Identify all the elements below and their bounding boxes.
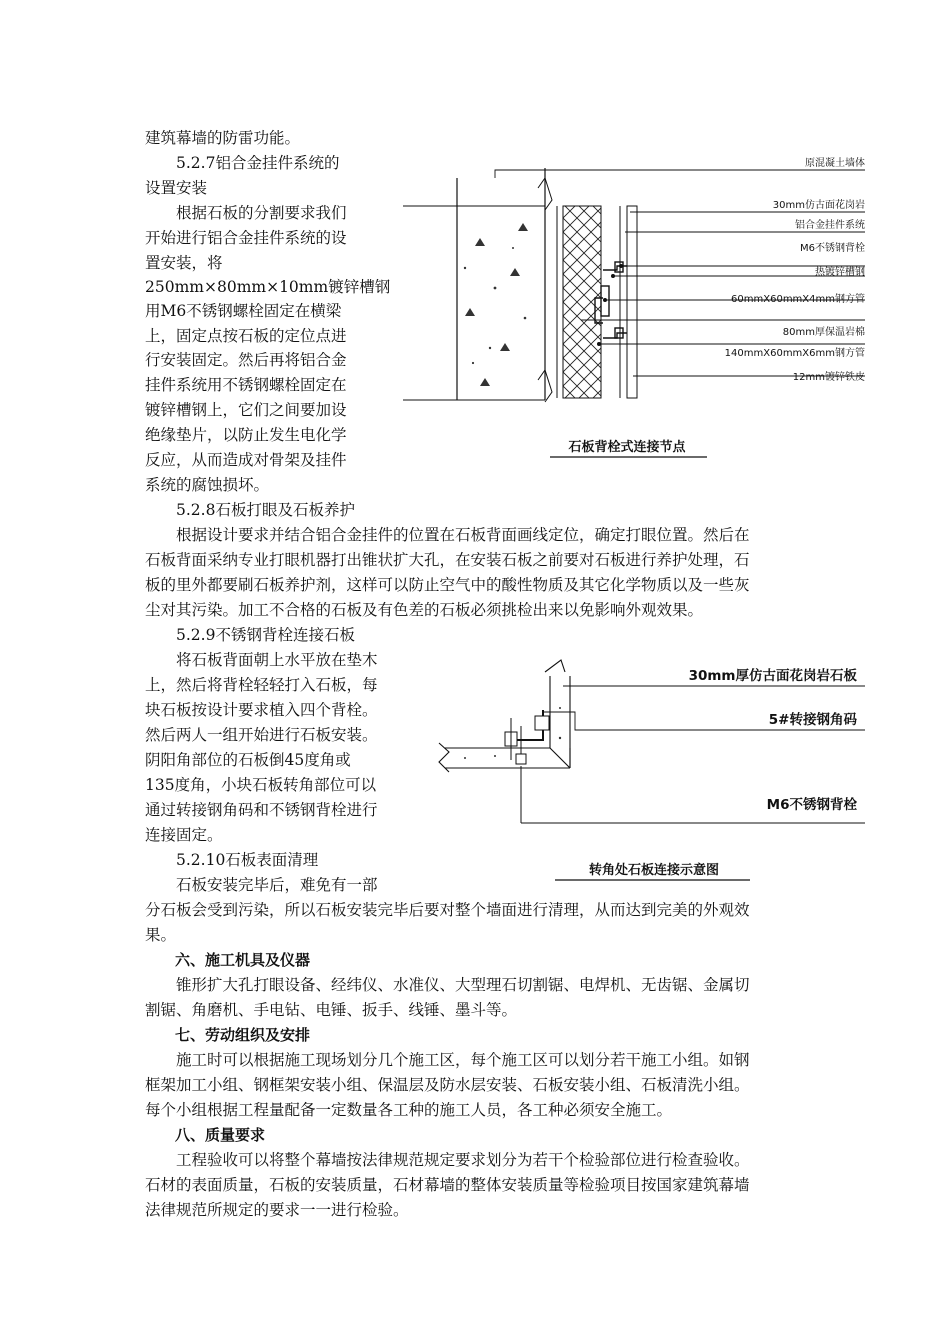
text-line: 镀锌槽钢上，它们之间要加设 bbox=[145, 401, 347, 419]
text-line: 通过转接钢角码和不锈钢背栓进行 bbox=[145, 801, 378, 819]
subsection-heading-527: 5.2.7铝合金挂件系统的 bbox=[145, 154, 340, 172]
text-line: 工程验收可以将整个幕墙按法律规范规定要求划分为若干个检验部位进行检查验收。 bbox=[145, 1151, 750, 1169]
label-rock-wool: 80mm厚保温岩棉 bbox=[782, 327, 865, 338]
figure1-caption: 石板背栓式连接节点 bbox=[568, 440, 686, 455]
label-granite-30mm: 30mm仿古面花岗岩 bbox=[772, 200, 865, 211]
text-line: 果。 bbox=[145, 926, 177, 944]
text-line: 锥形扩大孔打眼设备、经纬仪、水准仪、大型理石切割锯、电焊机、无齿锯、金属切 bbox=[145, 976, 750, 994]
text-line: 施工时可以根据施工现场划分几个施工区，每个施工区可以划分若干施工小组。如钢 bbox=[145, 1051, 750, 1069]
label-concrete-wall: 原混凝土墙体 bbox=[805, 158, 865, 169]
label-steel-tube-140: 140mmX60mmX6mm钢方管 bbox=[724, 348, 865, 359]
label-channel-steel: 热镀锌槽钢 bbox=[815, 267, 865, 278]
text-line: 割锯、角磨机、手电钻、电锤、扳手、线锤、墨斗等。 bbox=[145, 1001, 518, 1019]
text-line: 根据设计要求并结合铝合金挂件的位置在石板背面画线定位，确定打眼位置。然后在 bbox=[145, 526, 750, 544]
section-heading-6: 六、施工机具及仪器 bbox=[145, 951, 311, 969]
text-line: 然后两人一组开始进行石板安装。 bbox=[145, 726, 378, 744]
text-line: 行安装固定。然后再将铝合金 bbox=[145, 351, 347, 369]
label-galvanized-sheet: 12mm镀锌铁皮 bbox=[792, 372, 865, 383]
text-line: 上，固定点按石板的定位点进 bbox=[145, 327, 347, 345]
text-line: 连接固定。 bbox=[145, 826, 223, 844]
text-line: 将石板背面朝上水平放在垫木 bbox=[145, 651, 378, 669]
text-line: 250mm×80mm×10mm镀锌槽钢 bbox=[145, 278, 391, 296]
text-line: 用M6不锈钢螺栓固定在横梁 bbox=[145, 302, 342, 320]
text-line: 135度角，小块石板转角部位可以 bbox=[145, 776, 377, 794]
text-line: 根据石板的分割要求我们 bbox=[145, 204, 347, 222]
text-line: 建筑幕墙的防雷功能。 bbox=[145, 129, 301, 147]
figure-corner-connection-drawing bbox=[425, 648, 875, 888]
text-line: 石板安装完毕后，难免有一部 bbox=[145, 876, 378, 894]
label-m6-bolt-2: M6不锈钢背栓 bbox=[766, 797, 857, 813]
corner-stone-panels bbox=[439, 660, 570, 772]
label-angle-bracket: 5#转接钢角码 bbox=[768, 712, 857, 728]
label-aluminum-hanger: 铝合金挂件系统 bbox=[795, 220, 865, 231]
text-line: 置安装，将 bbox=[145, 254, 223, 272]
text-line: 每个小组根据工程量配备一定数量各工种的施工人员，各工种必须安全施工。 bbox=[145, 1101, 673, 1119]
subsection-heading-529: 5.2.9不锈钢背栓连接石板 bbox=[145, 626, 355, 644]
text-line: 法律规范所规定的要求一一进行检验。 bbox=[145, 1201, 409, 1219]
text-line: 板的里外都要刷石板养护剂，这样可以防止空气中的酸性物质及其它化学物质以及一些灰 bbox=[145, 576, 750, 594]
figure-anchor-node-drawing bbox=[395, 148, 875, 463]
text-line: 石材的表面质量，石板的安装质量，石材幕墙的整体安装质量等检验项目按国家建筑幕墙 bbox=[145, 1176, 750, 1194]
text-line: 反应，从而造成对骨架及挂件 bbox=[145, 451, 347, 469]
text-line: 系统的腐蚀损坏。 bbox=[145, 476, 270, 494]
subsection-heading-5210: 5.2.10石板表面清理 bbox=[145, 851, 319, 869]
figure2-caption: 转角处石板连接示意图 bbox=[588, 863, 720, 878]
text-line: 石板背面采纳专业打眼机器打出锥状扩大孔，在安装石板之前要对石板进行养护处理，石 bbox=[145, 551, 750, 569]
text-line: 框架加工小组、钢框架安装小组、保温层及防水层安装、石板安装小组、石板清洗小组。 bbox=[145, 1076, 750, 1094]
concrete-wall bbox=[403, 168, 552, 402]
section-heading-8: 八、质量要求 bbox=[145, 1126, 266, 1144]
label-m6-bolt: M6不锈钢背栓 bbox=[800, 243, 865, 254]
text-line: 分石板会受到污染，所以石板安装完毕后要对整个墙面进行清理，从而达到完美的外观效 bbox=[145, 901, 750, 919]
granite-panel bbox=[627, 206, 637, 398]
steel-angle-bracket bbox=[505, 710, 549, 823]
text-line: 绝缘垫片，以防止发生电化学 bbox=[145, 426, 347, 444]
text-line: 尘对其污染。加工不合格的石板及有色差的石板必须挑检出来以免影响外观效果。 bbox=[145, 601, 704, 619]
label-granite-panel: 30mm厚仿古面花岗岩石板 bbox=[688, 668, 857, 684]
text-line: 挂件系统用不锈钢螺栓固定在 bbox=[145, 376, 347, 394]
text-line: 阴阳角部位的石板倒45度角或 bbox=[145, 751, 351, 769]
subsection-heading-528: 5.2.8石板打眼及石板养护 bbox=[145, 501, 355, 519]
text-line: 设置安装 bbox=[145, 179, 208, 197]
text-line: 块石板按设计要求植入四个背栓。 bbox=[145, 701, 378, 719]
label-steel-tube-60: 60mmX60mmX4mm钢方管 bbox=[731, 294, 865, 305]
section-heading-7: 七、劳动组织及安排 bbox=[145, 1026, 311, 1044]
text-line: 开始进行铝合金挂件系统的设 bbox=[145, 229, 347, 247]
text-line: 上，然后将背栓轻轻打入石板，每 bbox=[145, 676, 378, 694]
